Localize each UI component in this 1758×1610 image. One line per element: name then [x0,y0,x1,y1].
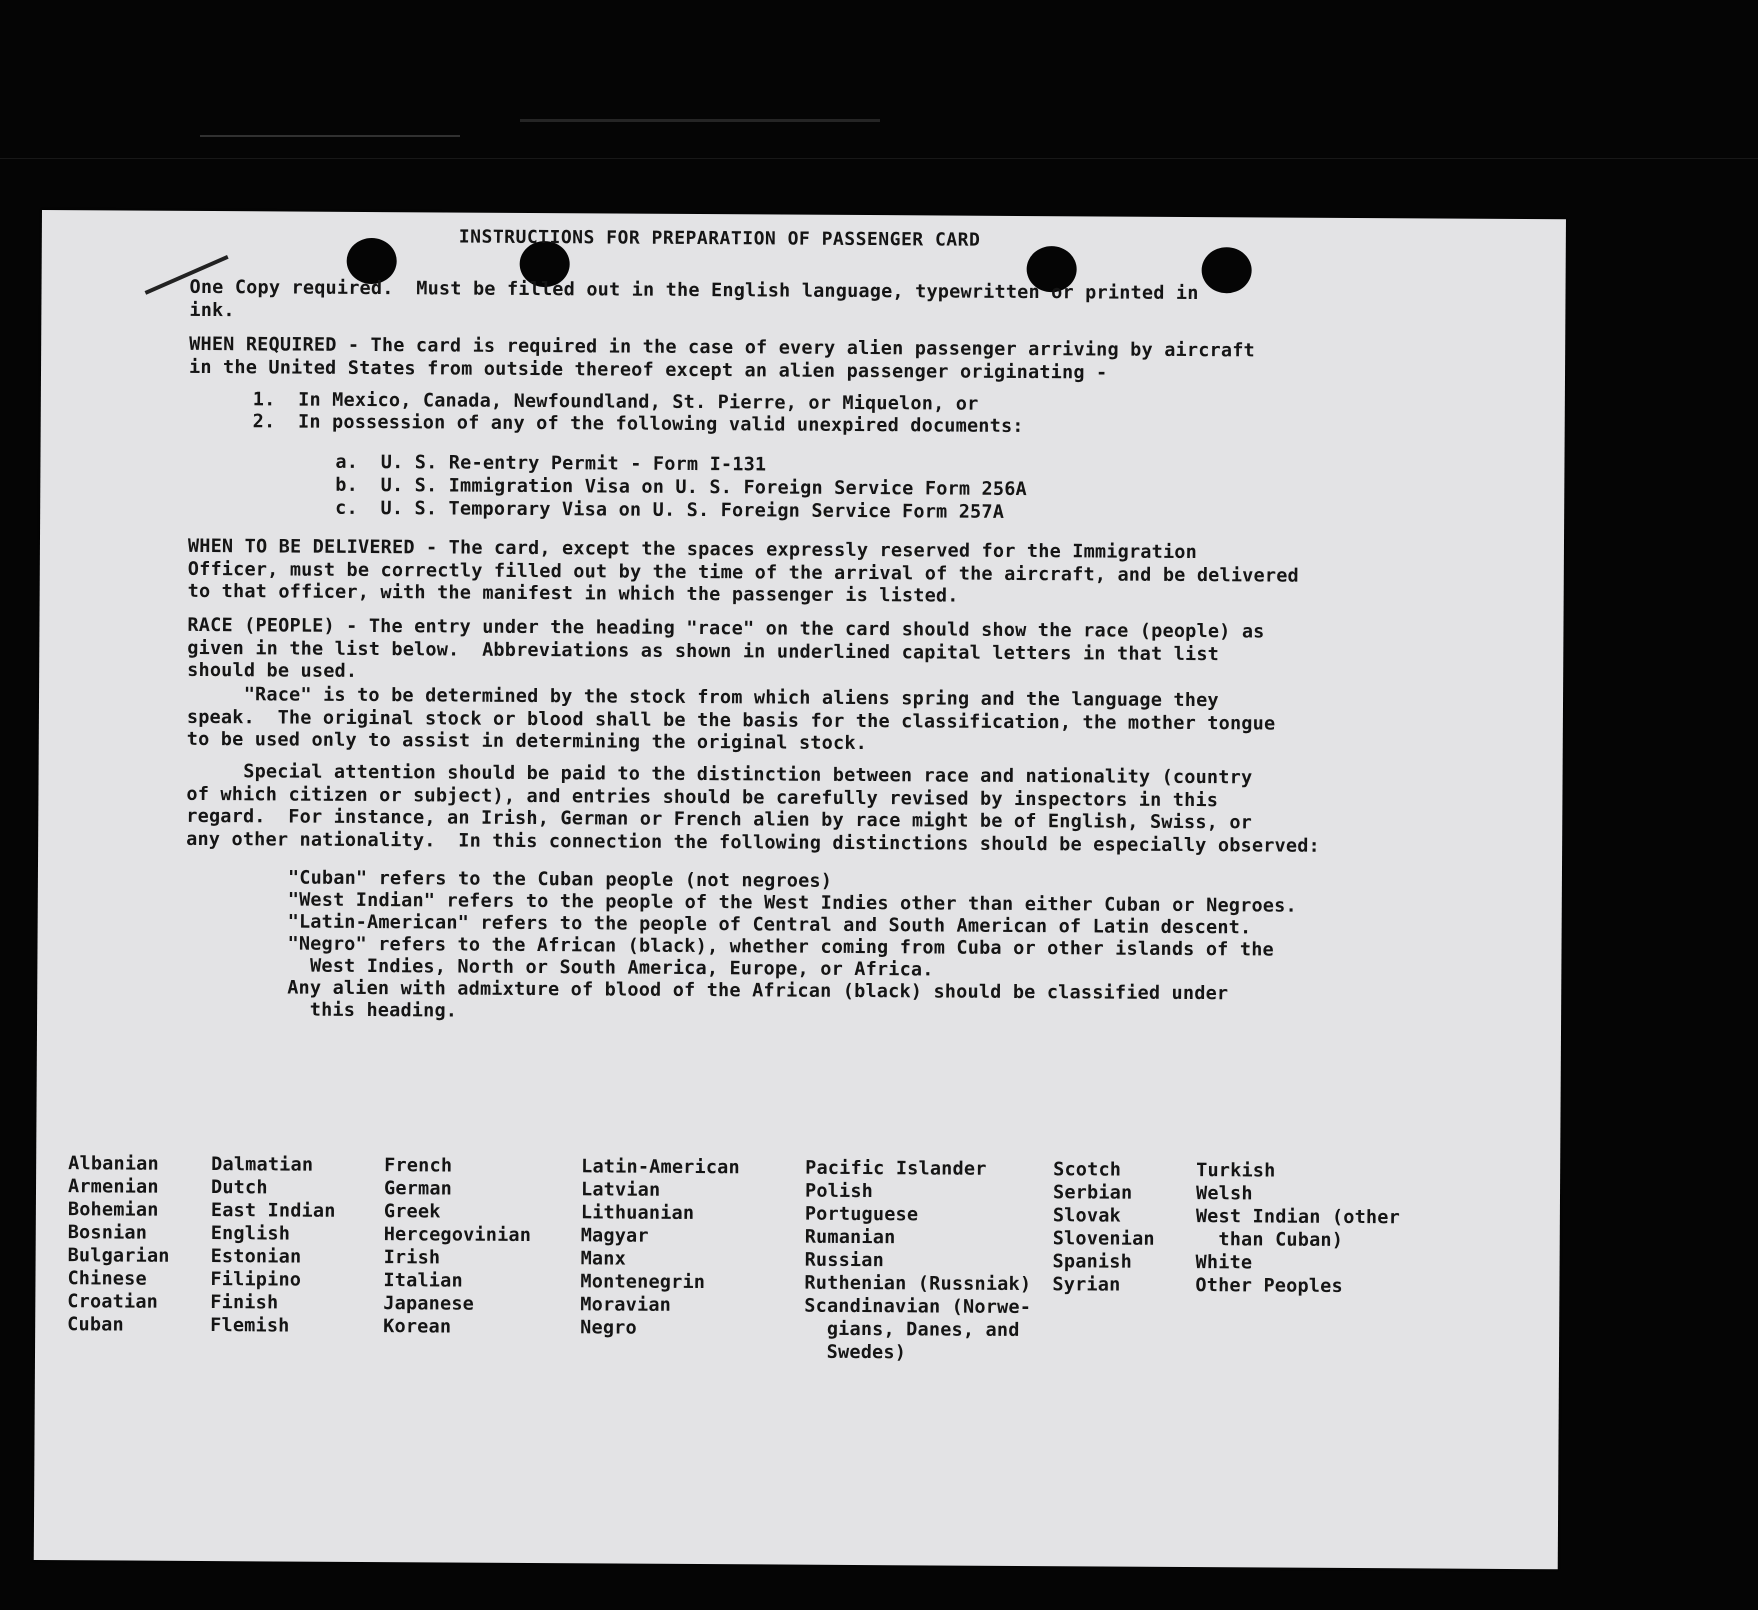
race-list-item: Other Peoples [1195,1275,1343,1297]
race-list-item: East Indian [210,1200,336,1222]
race-column [67,1152,170,1337]
race-list-item: Finish [210,1292,279,1314]
race-list-item: White [1195,1252,1253,1274]
race-list-item: German [383,1178,453,1200]
race-list-item: Serbian [1052,1182,1133,1204]
race-column [804,1157,1032,1365]
race-list-item: West Indian (other [1195,1206,1401,1229]
document-page [34,210,1566,1569]
race-column [580,1155,740,1340]
page-title: INSTRUCTIONS FOR PREPARATION OF PASSENGER CARD [458,226,981,251]
race-distinctions: "Cuban" refers to the Cuban people (not negroes) "West Indian" refers to the people of the West Indies other than either Cuban or Negroes. "Latin-American" refers to the people of Central and South American of Latin descent. "Negro" refers to the African (black), whether coming from Cuba or other islands of the West Indies, North or South America, Europe, or Africa. Any alien with admixture of blood of the African (black) should be classified under this heading. [287,867,1297,1022]
race-list-item: Russian [804,1249,885,1272]
race-list-item: Polish [804,1180,874,1203]
scan-streak [0,158,1758,159]
race-column [1195,1159,1400,1298]
race-list-item: Negro [580,1317,637,1339]
race-list-item: Bohemian [67,1199,159,1221]
list-item: 1. In Mexico, Canada, Newfoundland, St. Pierre, or Miquelon, or [252,389,979,415]
race-list-item: Greek [383,1201,441,1223]
race-list-item: Ruthenian (Russniak) [804,1272,1032,1296]
race-list-item: Pacific Islander [805,1157,987,1180]
race-list-item: Magyar [580,1225,649,1247]
scan-streak [200,135,460,137]
intro-text: One Copy required. Must be filled out in the English language, typewritten or printed in ink. [189,276,1199,321]
race-list-item: English [210,1223,291,1245]
race-list-item: Irish [383,1247,441,1269]
race-list-item: Syrian [1052,1274,1121,1296]
race-list-item: Cuban [67,1314,124,1336]
race-list-item: Albanian [68,1153,159,1175]
race-list-item: Latvian [580,1179,661,1201]
race-list-item: Turkish [1196,1160,1276,1182]
race-list-item: Estonian [210,1246,302,1268]
race-list-item: than Cuban) [1195,1229,1344,1251]
race-list-item: Filipino [210,1269,302,1291]
punch-hole [1202,247,1252,293]
race-list-item: Croatian [67,1291,159,1313]
race-paragraph-3: Special attention should be paid to the distinction between race and nationality (country of which citizen or subject), and entries should be carefully revised by inspectors in this regard. For instance, an Irish, German or French alien by race might be of English, Swiss, or any other nationality. In this connection the following distinctions should be especially observed: [186,760,1321,857]
race-paragraph-2: "Race" is to be determined by the stock from which aliens spring and the language they speak. The original stock or blood shall be the basis for the classification, the mother tongue to be used only to assist in determining the original stock. [186,683,1276,755]
race-list-item: gians, Danes, and [804,1318,1020,1341]
race-list-item: Hercegovinian [383,1224,532,1247]
race-list-item: Moravian [580,1294,672,1316]
list-item: 2. In possession of any of the following valid unexpired documents: [252,411,1024,438]
race-list [35,1152,1560,1381]
race-list-item: Manx [580,1248,627,1270]
race-list-item: Korean [383,1316,452,1338]
race-list-item: Dalmatian [211,1154,314,1176]
race-column [1052,1158,1155,1297]
when-required-text: WHEN REQUIRED - The card is required in the case of every alien passenger arriving by aircraft in the United States from outside thereof except an alien passenger originating - [188,333,1256,384]
document-item: b. U. S. Immigration Visa on U. S. Foreign Service Form 256A [335,474,1027,501]
race-list-item: Bulgarian [67,1245,170,1267]
race-list-item: Slovenian [1052,1228,1155,1250]
race-list-item: Italian [383,1270,463,1292]
race-list-item: Chinese [67,1268,147,1290]
race-list-item: Flemish [210,1315,290,1337]
race-list-item: Japanese [383,1293,475,1315]
race-list-item: Dutch [210,1177,268,1199]
race-list-item: Swedes) [803,1341,907,1364]
race-list-item: Portuguese [804,1203,919,1226]
race-heading-text: RACE (PEOPLE) - The entry under the heading "race" on the card should show the race (people) as given in the list below. Abbreviations as shown in underlined capital letters in that list should be used. [187,614,1265,682]
race-list-item: French [384,1155,453,1177]
race-list-item: Spanish [1052,1251,1133,1273]
race-list-item: Slovak [1052,1205,1121,1227]
race-column [383,1154,532,1339]
race-list-item: Latin-American [581,1156,740,1179]
race-column [210,1153,336,1338]
race-list-item: Armenian [67,1176,159,1198]
race-list-item: Montenegrin [580,1271,706,1294]
race-list-item: Scandinavian (Norwe- [804,1295,1032,1319]
race-list-item: Welsh [1195,1183,1253,1205]
document-item: c. U. S. Temporary Visa on U. S. Foreign Service Form 257A [335,497,1005,523]
scan-streak [520,119,880,122]
document-item: a. U. S. Re-entry Permit - Form I-131 [335,451,767,476]
race-list-item: Rumanian [804,1226,896,1249]
when-delivered-text: WHEN TO BE DELIVERED - The card, except the spaces expressly reserved for the Immigration Officer, must be correctly filled out by the time of the arrival of the aircraft, and be delivered to that officer, with the manifest in which the passenger is listed. [187,535,1299,607]
race-list-item: Scotch [1053,1159,1122,1181]
race-list-item: Lithuanian [580,1202,695,1225]
race-list-item: Bosnian [67,1222,148,1244]
